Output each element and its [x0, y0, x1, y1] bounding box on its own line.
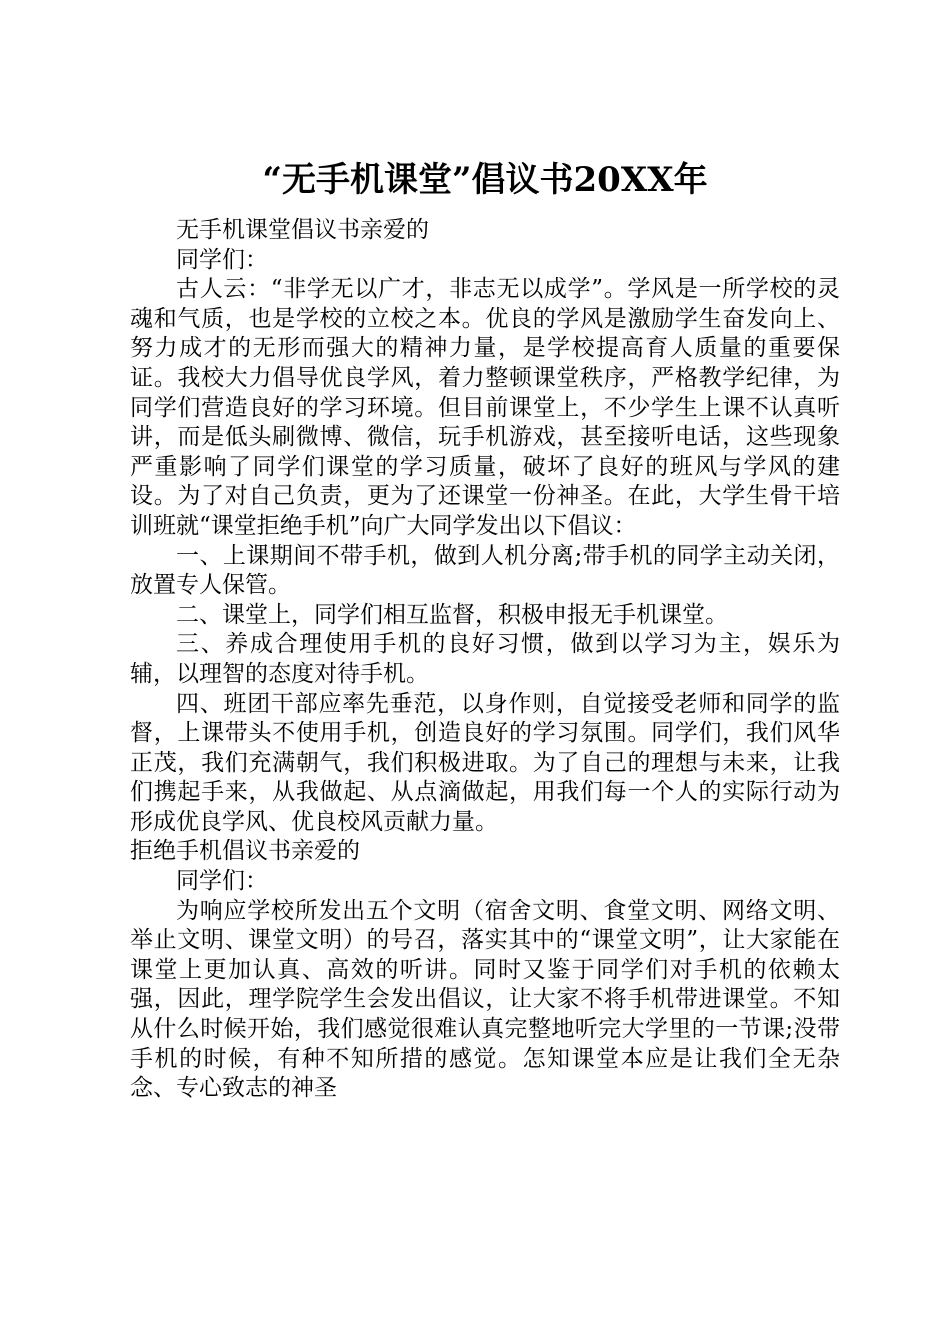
document-page	[130, 150, 840, 1104]
second-salutation: 同学们：	[176, 868, 268, 895]
document-title: “无手机课堂”倡议书20XX年	[262, 160, 708, 200]
proposal-item-4: 四、班团干部应率先垂范，以身作则，自觉接受老师和同学的监督，上课带头不使用手机，创造良好的学习氛围。同学们，我们风华正茂，我们充满朝气，我们积极进取。为了自己的理想与未来，让我们携起手来，从我做起、从点滴做起，用我们每一个人的实际行动为形成优良学风、优良校风贡献力量。	[130, 690, 840, 835]
paragraph-second-body: 为响应学校所发出五个文明（宿舍文明、食堂文明、网络文明、举止文明、课堂文明）的号召，落实其中的“课堂文明”，让大家能在课堂上更加认真、高效的听讲。同时又鉴于同学们对手机的依赖太强，因此，理学院学生会发出倡议，让大家不将手机带进课堂。不知从什么时候开始，我们感觉很难认真完整地听完大学里的一节课;没带手机的时候，有种不知所措的感觉。怎知课堂本应是让我们全无杂念、专心致志的神圣	[130, 897, 840, 1102]
proposal-item-1: 一、上课期间不带手机，做到人机分离;带手机的同学主动关闭，放置专人保管。	[130, 542, 840, 599]
proposal-item-2: 二、课堂上，同学们相互监督，积极申报无手机课堂。	[176, 601, 728, 628]
second-heading-line: 拒绝手机倡议书亲爱的	[130, 838, 360, 865]
salutation-line-1: 无手机课堂倡议书亲爱的	[176, 217, 429, 243]
document-body	[130, 216, 840, 1104]
salutation-line-2: 同学们：	[176, 246, 268, 273]
paragraph-intro: 古人云：“非学无以广才，非志无以成学”。学风是一所学校的灵魂和气质，也是学校的立校之本。优良的学风是激励学生奋发向上、努力成才的无形而强大的精神力量，是学校提高育人质量的重要保证。我校大力倡导优良学风，着力整顿课堂秩序，严格教学纪律，为同学们营造良好的学习环境。但目前课堂上，不少学生上课不认真听讲，而是低头刷微博、微信，玩手机游戏，甚至接听电话，这些现象严重影响了同学们课堂的学习质量，破坏了良好的班风与学风的建设。为了对自己负责，更为了还课堂一份神圣。在此，大学生骨干培训班就“课堂拒绝手机”向广大同学发出以下倡议：	[130, 276, 840, 539]
proposal-item-3: 三、养成合理使用手机的良好习惯，做到以学习为主，娱乐为辅，以理智的态度对待手机。	[130, 631, 840, 687]
